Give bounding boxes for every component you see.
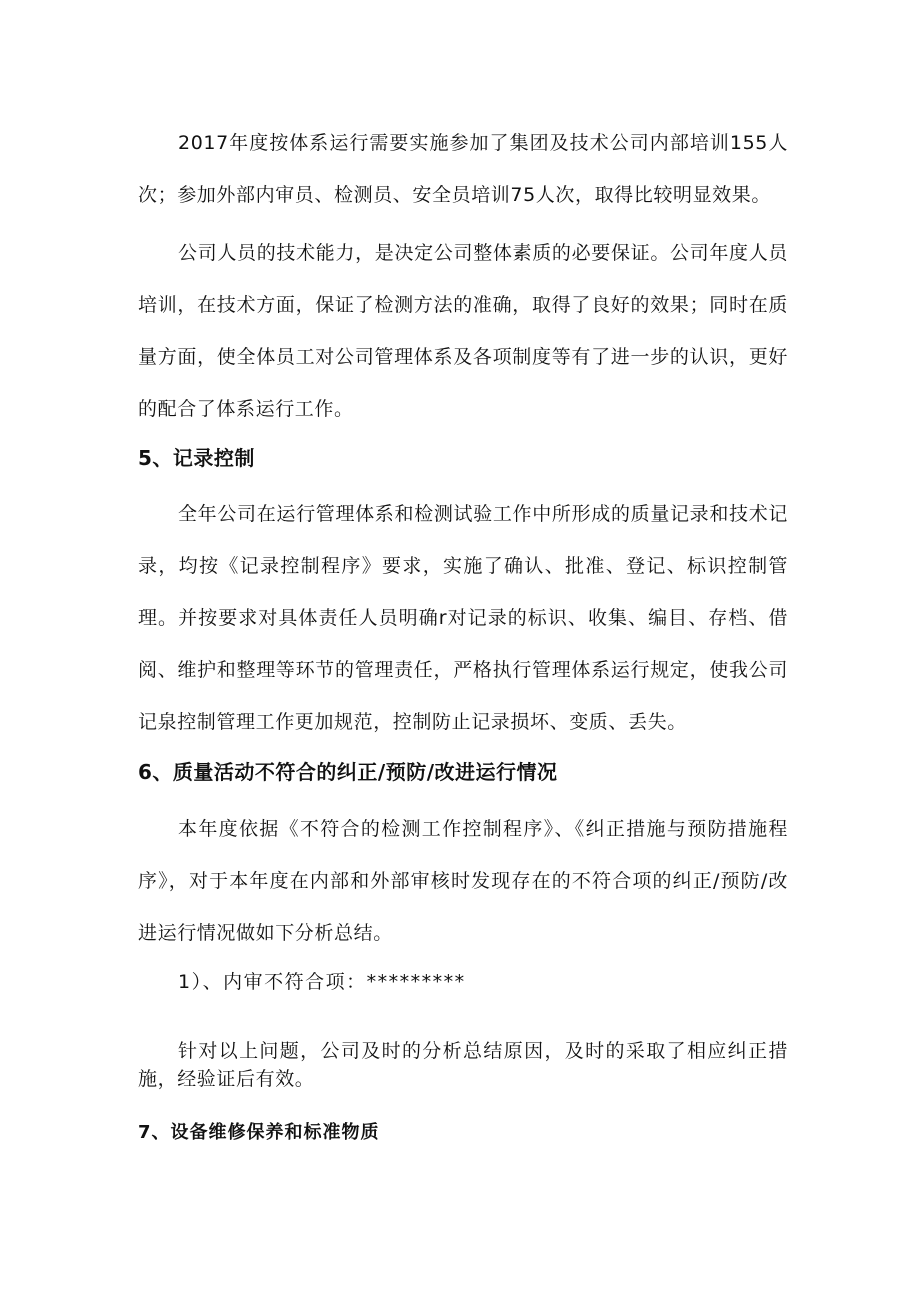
technical-ability-paragraph: 公司人员的技术能力，是决定公司整体素质的必要保证。公司年度人员培训，在技术方面，保证了检测方法的准确，取得了良好的效果；同时在质量方面，使全体员工对公司管理体系及各项制度等有了进一步的认识，更好的配合了体系运行工作。: [138, 242, 788, 420]
section-6-heading: 6、质量活动不符合的纠正/预防/改进运行情况: [138, 760, 558, 784]
nonconformity-paragraph: 本年度依据《不符合的检测工作控制程序》、《纠正措施与预防措施程序》，对于本年度在内部和外部审核时发现存在的不符合项的纠正/预防/改进运行情况做如下分析总结。: [138, 818, 788, 944]
training-paragraph: 2017年度按体系运行需要实施参加了集团及技术公司内部培训155人次；参加外部内审员、检测员、安全员培训75人次，取得比较明显效果。: [138, 132, 788, 206]
corrective-measures-paragraph: 针对以上问题，公司及时的分析总结原因，及时的采取了相应纠正措施，经验证后有效。: [138, 1040, 788, 1090]
section-7-heading: 7、设备维修保养和标准物质: [138, 1122, 380, 1143]
section-5-heading: 5、记录控制: [138, 446, 255, 470]
record-control-paragraph: 全年公司在运行管理体系和检测试验工作中所形成的质量记录和技术记录，均按《记录控制程序》要求，实施了确认、批准、登记、标识控制管理。并按要求对具体责任人员明确r对记录的标识、收集、编目、存档、借阅、维护和整理等环节的管理责任，严格执行管理体系运行规定，使我公司记泉控制管理工作更加规范，控制防止记录损坏、变质、丢失。: [138, 503, 788, 733]
internal-audit-item: 1）、内审不符合项：*********: [178, 971, 466, 993]
